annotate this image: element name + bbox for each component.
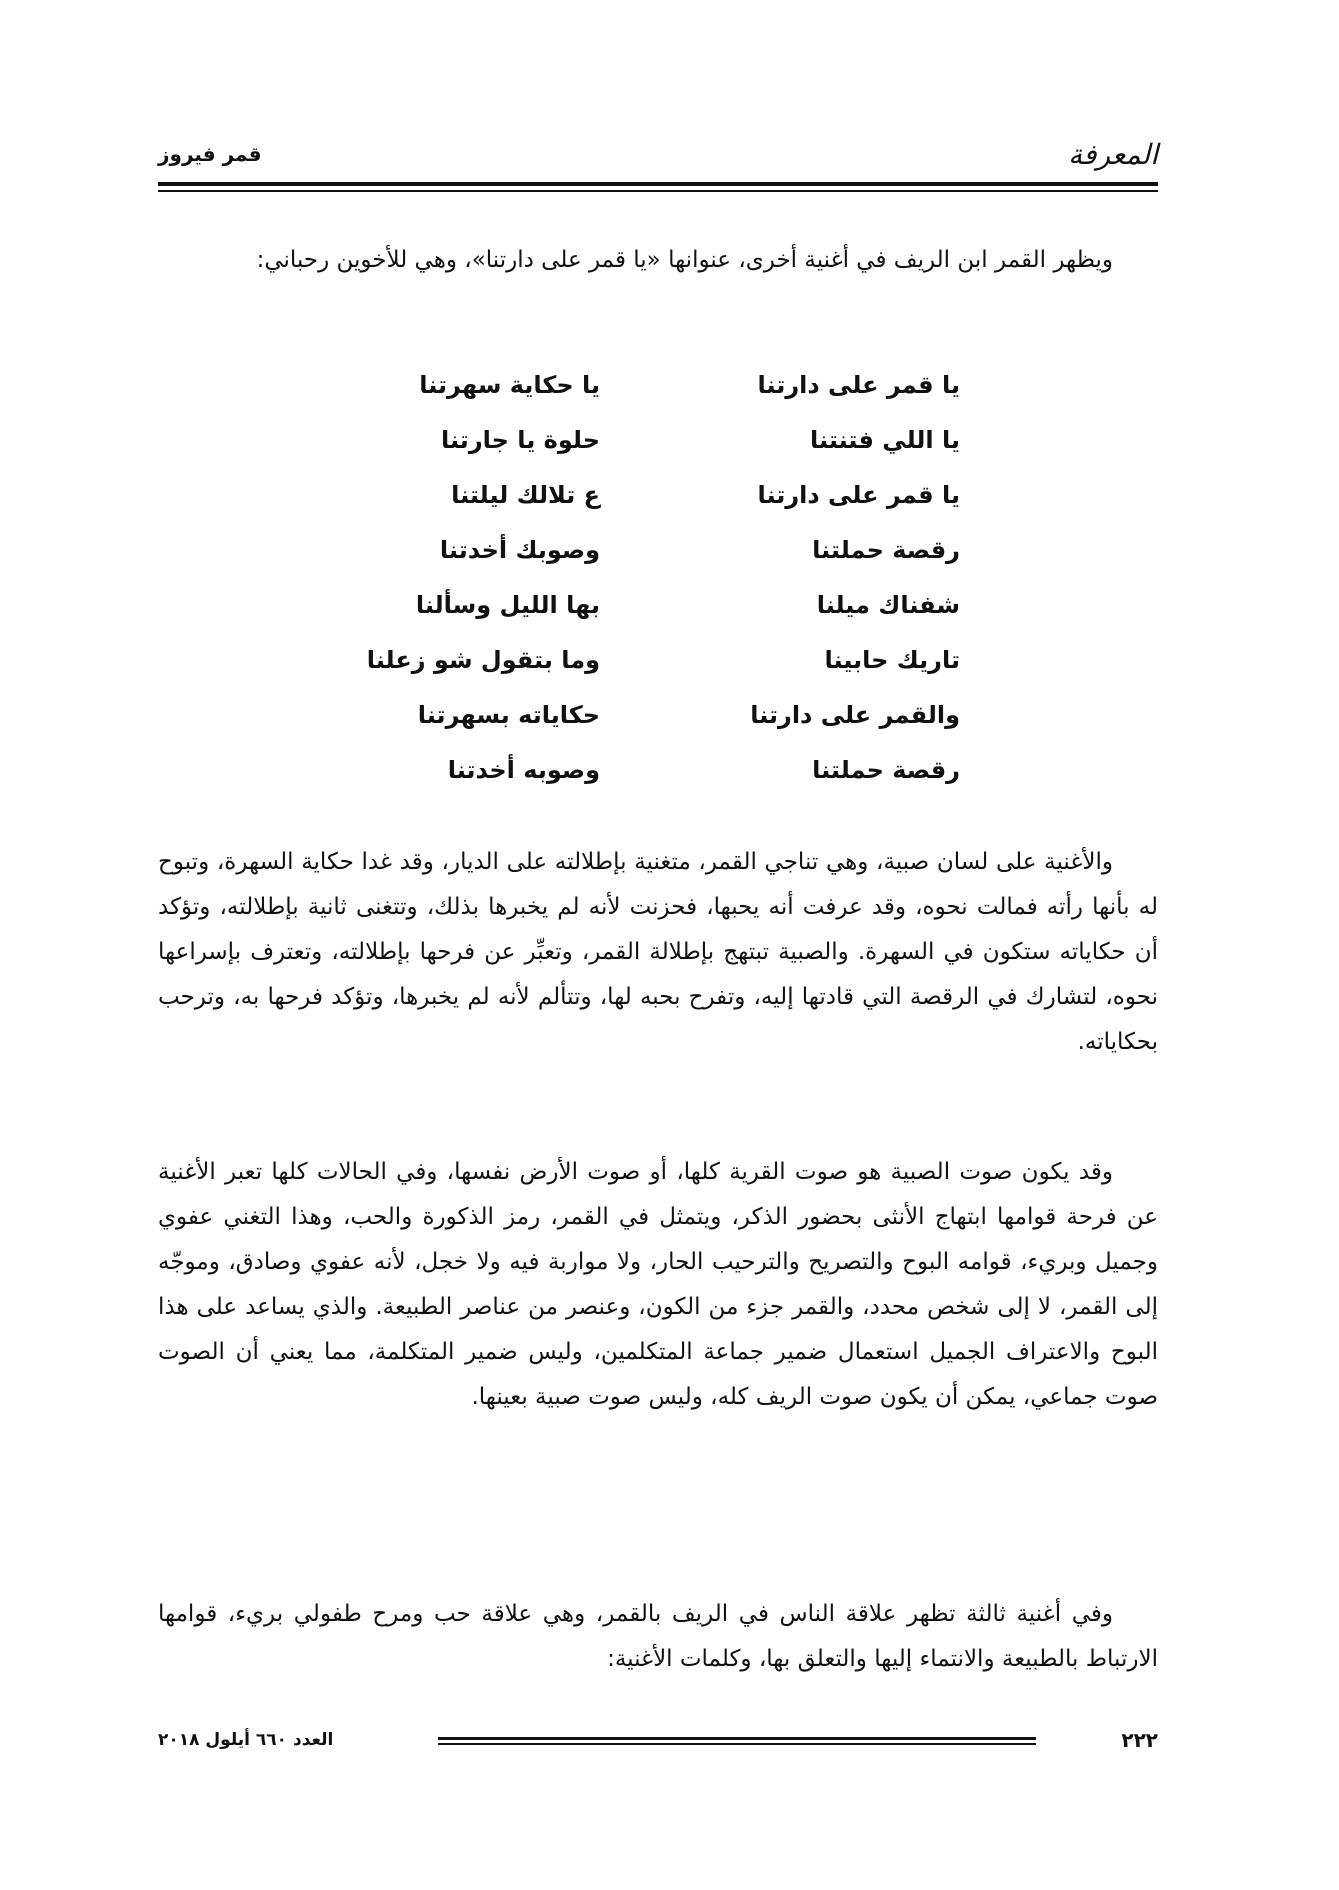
- intro-paragraph: ويظهر القمر ابن الريف في أغنية أخرى، عنوانها «يا قمر على دارتنا»، وهي للأخوين رحباني:: [256, 247, 1113, 273]
- verse-second-half: حكاياته بسهرتنا: [417, 701, 600, 729]
- issue-label: العدد ٦٦٠ أيلول ٢٠١٨: [158, 1730, 334, 1750]
- body-paragraph: وفي أغنية ثالثة تظهر علاقة الناس في الريف بالقمر، وهي علاقة حب ومرح طفولي بريء، قوامها الارتباط بالطبيعة والانتماء إليها والتعلق بها، وكلمات الأغنية:: [158, 1601, 1158, 1672]
- verse-first-half: رقصة حملتنا: [812, 756, 960, 784]
- verse-second-half: يا حكاية سهرتنا: [419, 371, 600, 399]
- running-title: قمر فيروز: [158, 142, 262, 166]
- page-number: ٢٢٢: [1121, 1728, 1158, 1752]
- poem-row: [340, 468, 960, 523]
- verse-first-half: يا اللي فتنتنا: [810, 426, 960, 454]
- body-paragraph: وقد يكون صوت الصبية هو صوت القرية كلها، أو صوت الأرض نفسها، وفي الحالات كلها تعبر الأغنية عن فرحة قوامها ابتهاج الأنثى بحضور الذكر، ويتمثل في القمر، رمز الذكورة والحب، وهذا التغني عفوي وجميل وبريء، قوامه البوح والتصريح والترحيب الحار، ولا مواربة فيه ولا خجل، لأنه عفوي وصادق، وموجّه إلى القمر، لا إلى شخص محدد، والقمر جزء من الكون، وعنصر من عناصر الطبيعة. والذي يساعد على هذا البوح والاعتراف الجميل استعمال ضمير جماعة المتكلمين، وليس ضمير المتكلمة، مما يعني أن الصوت صوت جماعي، يمكن أن يكون صوت الريف كله، وليس صوت صبية بعينها.: [158, 1159, 1158, 1410]
- verse-first-half: يا قمر على دارتنا: [757, 481, 960, 509]
- header-rule-thin: [158, 190, 1158, 192]
- verse-second-half: بها الليل وسألنا: [415, 591, 600, 619]
- poem-row: [340, 358, 960, 413]
- verse-second-half: وما بتقول شو زعلنا: [366, 646, 600, 674]
- verse-first-half: والقمر على دارتنا: [750, 701, 960, 729]
- footer-rule-thin: [438, 1743, 1036, 1745]
- header-rule-thick: [158, 182, 1158, 186]
- poem-row: [340, 633, 960, 688]
- poem-row: [340, 413, 960, 468]
- verse-first-half: رقصة حملتنا: [812, 536, 960, 564]
- poem-row: [340, 688, 960, 743]
- verse-second-half: وصوبه أخدتنا: [447, 756, 600, 784]
- poem-block: [340, 358, 960, 798]
- journal-logo: المعرفة: [1068, 138, 1158, 171]
- footer-rule-thick: [438, 1737, 1036, 1740]
- verse-second-half: ع تلالك ليلتنا: [451, 481, 600, 509]
- poem-row: [340, 578, 960, 633]
- verse-first-half: يا قمر على دارتنا: [757, 371, 960, 399]
- verse-second-half: حلوة يا جارتنا: [441, 426, 600, 454]
- body-paragraph: والأغنية على لسان صبية، وهي تناجي القمر، متغنية بإطلالته على الديار، وقد غدا حكاية السهرة، وتبوح له بأنها رأته فمالت نحوه، وقد عرفت أنه يحبها، فحزنت لأنه لم يخبرها بذلك، وتتغنى ثانية بإطلالته، وتؤكد أن حكاياته ستكون في السهرة. والصبية تبتهج بإطلالة القمر، وتعبِّر عن فرحها بإطلالته، وتعترف بإسراعها نحوه، لتشارك في الرقصة التي قادتها إليه، وتفرح بحبه لها، وتتألم لأنه لم يخبرها، وتؤكد فرحها به، وترحب بحكاياته.: [158, 849, 1158, 1055]
- poem-row: [340, 523, 960, 578]
- poem-row: [340, 743, 960, 798]
- verse-first-half: شفناك ميلنا: [816, 591, 960, 619]
- verse-second-half: وصوبك أخدتنا: [439, 536, 600, 564]
- verse-first-half: تاريك حابينا: [824, 646, 960, 674]
- page-header: [158, 138, 1158, 174]
